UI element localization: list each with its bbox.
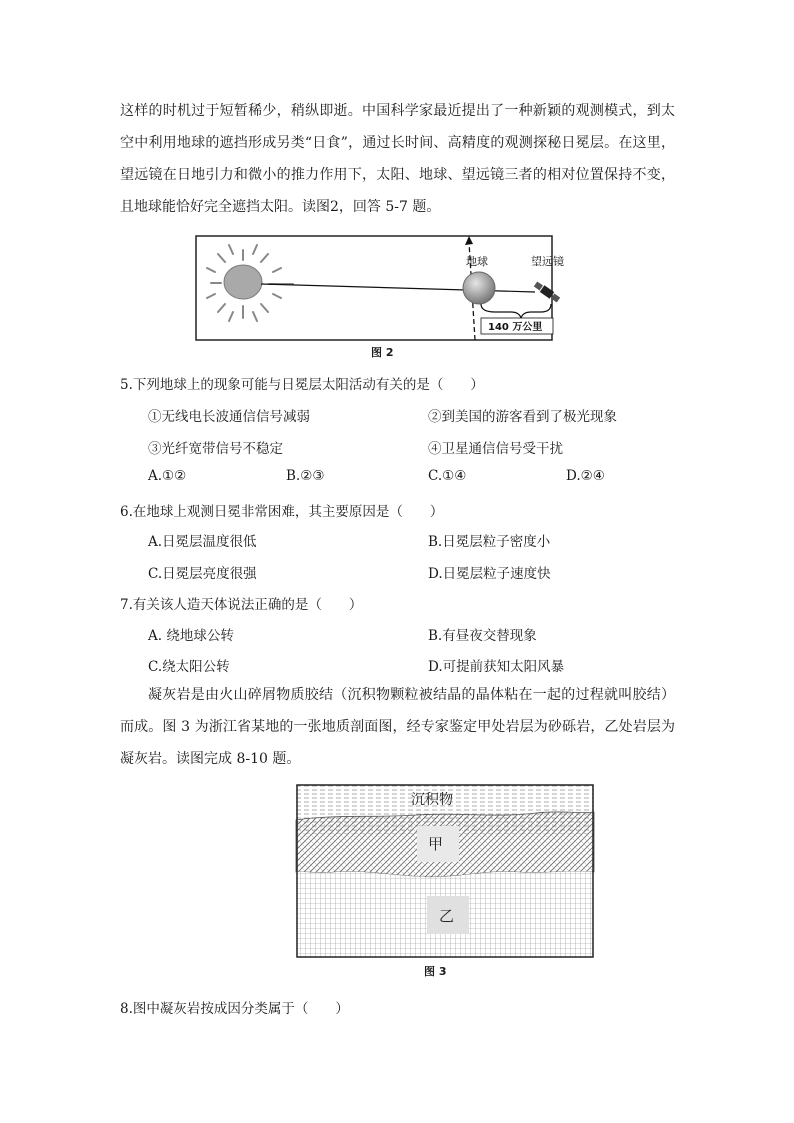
- q6-option-a[interactable]: A.日冕层温度很低: [148, 534, 257, 550]
- q7-option-c[interactable]: C.绕太阳公转: [148, 659, 230, 675]
- q7-option-a[interactable]: A. 绕地球公转: [148, 628, 234, 644]
- jia-label: 甲: [428, 835, 444, 853]
- q5-item-3: ③光纤宽带信号不稳定: [148, 441, 283, 457]
- q6-option-b[interactable]: B.日冕层粒子密度小: [428, 534, 551, 550]
- earth-icon: [463, 272, 495, 304]
- q5-option-b[interactable]: B.②③: [286, 468, 325, 484]
- intro-paragraph: 这样的时机过于短暂稀少，稍纵即逝。中国科学家最近提出了一种新颖的观测模式，到太空中利用地球的遮挡形成另类“日食”，通过长时间、高精度的观测探秘日冕层。在这里，望远镜在日地引力和微小的推力作用下，太阳、地球、望远镜三者的相对位置保持不变，且地球能恰好完全遮挡太阳。读图2，回答 5-7 题。: [120, 103, 675, 215]
- q7-option-b[interactable]: B.有昼夜交替现象: [428, 628, 537, 644]
- q5-option-c[interactable]: C.①④: [428, 468, 467, 484]
- q7-stem: 7.有关该人造天体说法正确的是（ ）: [120, 597, 363, 613]
- sediment-label: 沉积物: [411, 792, 453, 808]
- q8-stem: 8.图中凝灰岩按成因分类属于（ ）: [120, 1001, 349, 1017]
- q5-option-a[interactable]: A.①②: [148, 468, 187, 484]
- figure-2-caption: 图 2: [371, 346, 394, 359]
- q6-option-c[interactable]: C.日冕层亮度很强: [148, 566, 257, 582]
- q7-option-d[interactable]: D.可提前获知太阳风暴: [428, 659, 565, 675]
- q5-option-d[interactable]: D.②④: [566, 468, 605, 484]
- q5-item-4: ④卫星通信信号受干扰: [428, 441, 563, 457]
- figure-2: [195, 232, 564, 342]
- distance-label: 140 万公里: [488, 322, 543, 333]
- earth-label: 地球: [466, 255, 488, 268]
- yi-label: 乙: [439, 907, 455, 925]
- q6-stem: 6.在地球上观测日冕非常困难，其主要原因是（ ）: [120, 504, 444, 520]
- telescope-label: 望远镜: [531, 255, 564, 268]
- figure-3-caption: 图 3: [424, 965, 447, 978]
- q6-option-d[interactable]: D.日冕层粒子速度快: [428, 566, 551, 582]
- figure-3: [296, 784, 594, 958]
- q5-item-2: ②到美国的游客看到了极光现象: [428, 409, 617, 425]
- q5-stem: 5.下列地球上的现象可能与日冕层太阳活动有关的是（ ）: [120, 377, 484, 393]
- intro2-paragraph: 凝灰岩是由火山碎屑物质胶结（沉积物颗粒被结晶的晶体粘在一起的过程就叫胶结）而成。图 3 为浙江省某地的一张地质剖面图，经专家鉴定甲处岩层为砂砾岩，乙处岩层为凝灰岩。读图完成 8-10 题。: [120, 687, 675, 767]
- q5-item-1: ①无线电长波通信信号减弱: [148, 409, 310, 425]
